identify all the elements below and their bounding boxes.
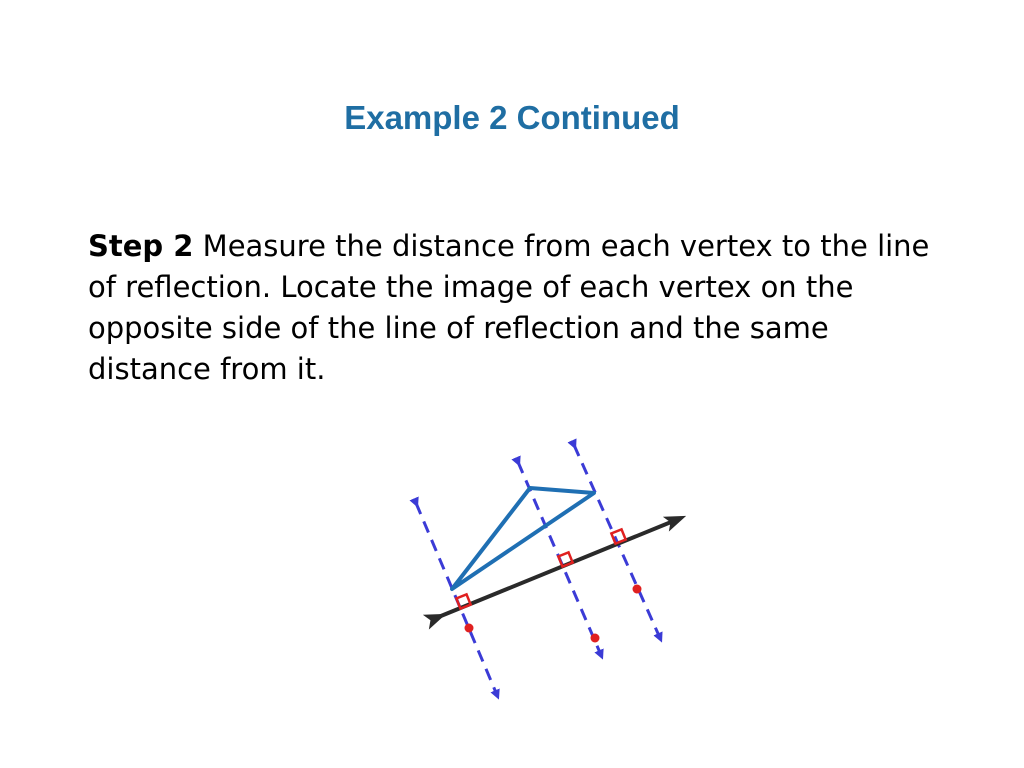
image-point-1 bbox=[465, 624, 474, 633]
step-description: Measure the distance from each vertex to the line of reflection. Locate the image of each vertex on the opposite side of the line of reflection and the same distance from it. bbox=[88, 229, 930, 386]
image-point-2 bbox=[591, 634, 600, 643]
image-point-3 bbox=[633, 585, 642, 594]
line-of-reflection bbox=[436, 520, 676, 618]
step-label: Step 2 bbox=[88, 229, 194, 263]
perpendicular-line-3 bbox=[574, 445, 660, 638]
right-angle-marker-3 bbox=[611, 529, 625, 543]
right-angle-marker-1 bbox=[456, 594, 470, 608]
triangle bbox=[452, 488, 594, 589]
slide-title: Example 2 Continued bbox=[344, 99, 680, 136]
right-angle-marker-2 bbox=[558, 552, 572, 566]
